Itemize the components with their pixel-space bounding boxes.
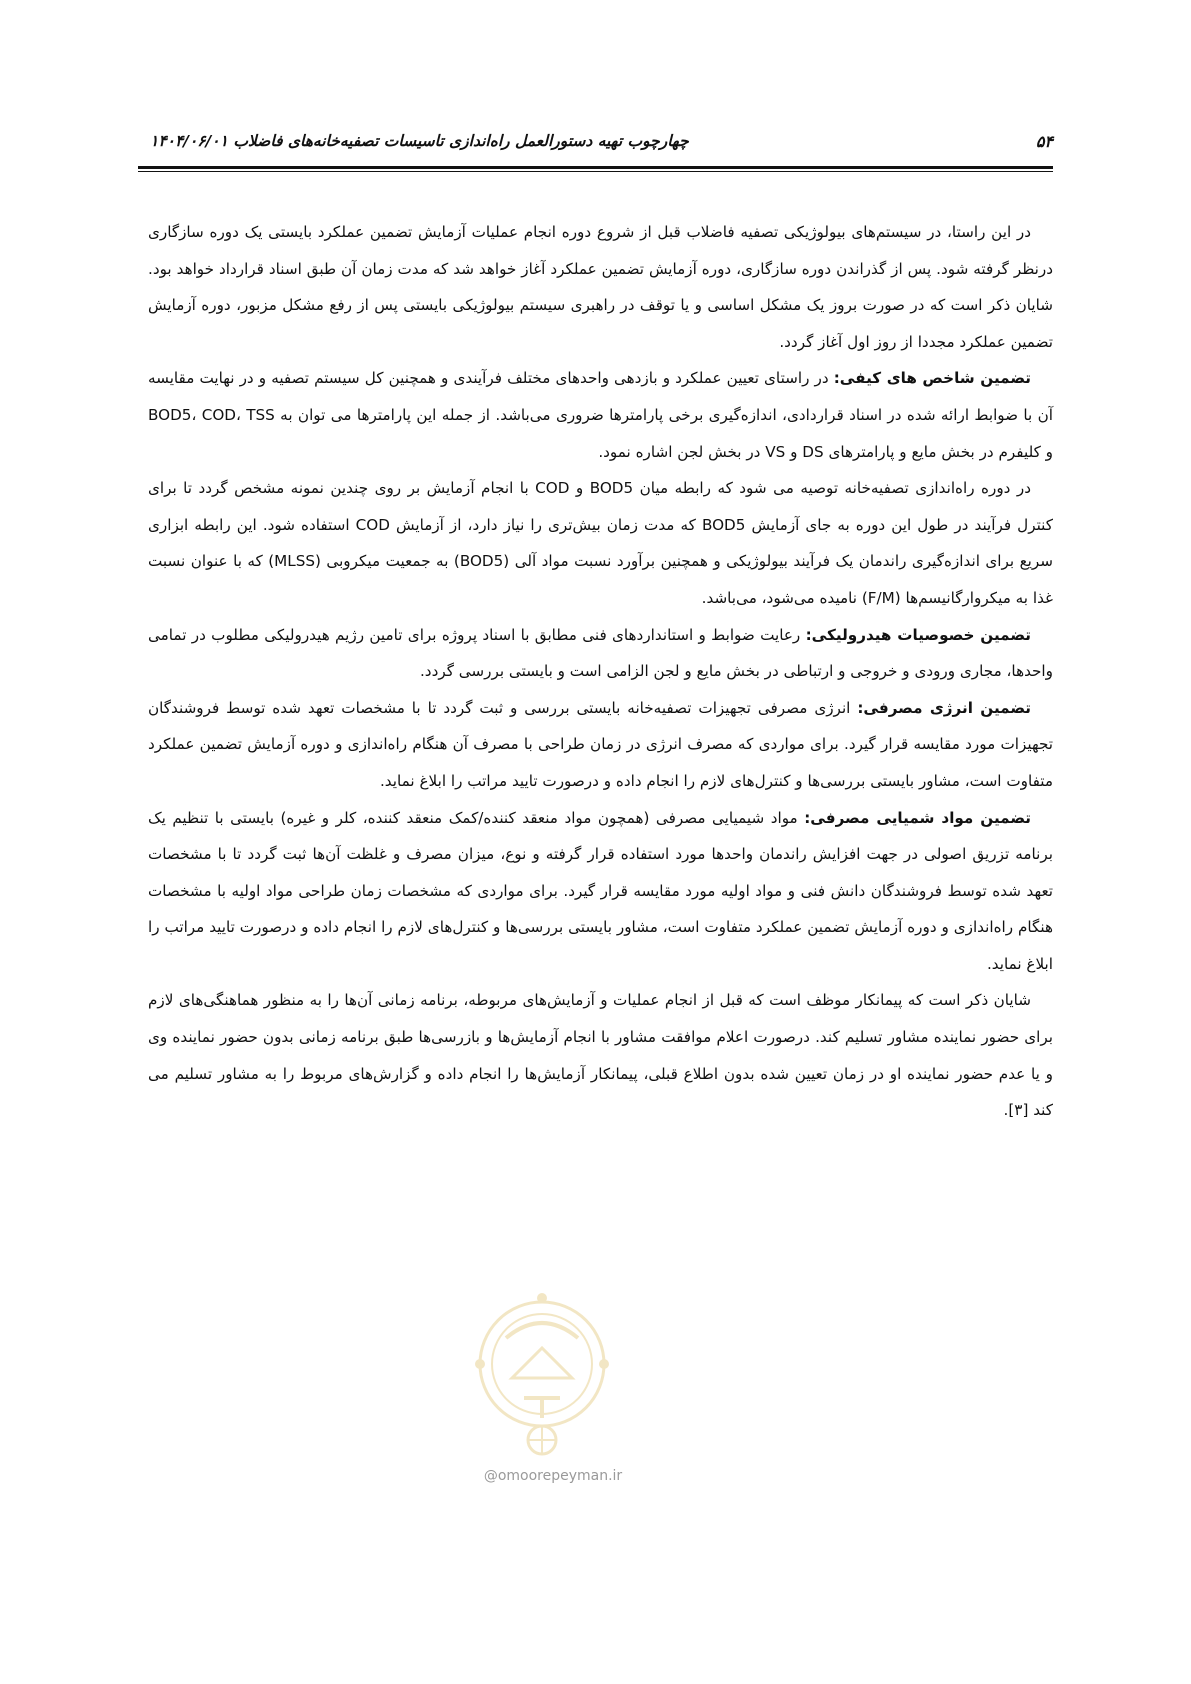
page-number: ۵۴ bbox=[1035, 132, 1053, 151]
paragraph-lead: تضمین انرژی مصرفی: bbox=[857, 698, 1031, 717]
paragraph-contractor-duties: شایان ذکر است که پیمانکار موظف است که قبل از انجام عملیات و آزمایش‌های مربوطه، برنامه زمانی آن‌ها را به منظور هماهنگی‌های لازم برای حضور نماینده مشاور تسلیم کند. درصورت اعلام موافقت مشاور با انجام آزمایش‌ها و بازرسی‌ها طبق برنامه زمانی بدون حضور نماینده وی و یا عدم حضور نماینده او در زمان تعیین شده بدون اطلاع قبلی، پیمانکار آزمایش‌ها را انجام داده و گزارش‌های مربوط را به مشاور تسلیم می کند [۳]. bbox=[148, 991, 1053, 1120]
running-title bbox=[138, 132, 689, 150]
paragraph-lead: تضمین خصوصیات هیدرولیکی: bbox=[805, 625, 1031, 644]
body-text bbox=[148, 214, 1053, 1129]
paragraph-bod-cod-relation: در دوره راه‌اندازی تصفیه‌خانه توصیه می شود که رابطه میان BOD5 و COD با انجام آزمایش بر روی چندین نمونه مشخص گردد تا برای کنترل فرآیند در طول این دوره به جای آزمایش BOD5 که مدت زمان بیش‌تری را نیاز دارد، از آزمایش COD استفاده شود. این رابطه ابزاری سریع برای اندازه‌گیری راندمان یک فرآیند بیولوژیکی و همچنین برآورد نسبت مواد آلی (BOD5) به جمعیت میکروبی (MLSS) که با عنوان نسبت غذا به میکروارگانیسم‌ها (F/M) نامیده می‌شود، می‌باشد. bbox=[148, 479, 1053, 607]
page-header bbox=[138, 128, 1053, 168]
header-rule-thick bbox=[138, 166, 1053, 169]
paragraph-chemicals: تضمین مواد شمیایی مصرفی: مواد شیمیایی مصرفی (همچون مواد منعقد کننده/کمک منعقد کننده، کلر و غیره) بایستی با تنظیم یک برنامه تزریق اصولی در جهت افزایش راندمان واحدها مورد استفاده قرار گرفته و نوع، میزان مصرف و غلظت آن‌ها ثبت گردد تا با مشخصات تعهد شده توسط فروشندگان دانش فنی و مواد اولیه مورد مقایسه قرار گیرد. برای مواردی که مشخصات زمان طراحی مواد اولیه با مشخصات هنگام راه‌اندازی و دوره آزمایش تضمین عملکرد متفاوت است، مشاور بایستی بررسی‌ها و کنترل‌های لازم را انجام داده و درصورت تایید مراتب را ابلاغ نماید. bbox=[148, 808, 1053, 973]
paragraph-adaptation-period: در این راستا، در سیستم‌های بیولوژیکی تصفیه فاضلاب قبل از شروع دوره انجام عملیات آزمایش تضمین عملکرد بایستی یک دوره سازگاری درنظر گرفته شود. پس از گذراندن دوره سازگاری، دوره آزمایش تضمین عملکرد آغاز خواهد شد که مدت زمان آن طبق اسناد قرارداد خواهد بود. شایان ذکر است که در صورت بروز یک مشکل اساسی و یا توقف در راهبری سیستم بیولوژیکی بایستی پس از رفع مشکل مزبور، دوره آزمایش تضمین عملکرد مجددا از روز اول آغاز گردد. bbox=[148, 223, 1053, 351]
paragraph-quality-indicators: تضمین شاخص های کیفی: در راستای تعیین عملکرد و بازدهی واحدهای مختلف فرآیندی و همچنین کل سیستم تصفیه و در نهایت مقایسه آن با ضوابط ارائه شده در اسناد قراردادی، اندازه‌گیری برخی پارامترها ضروری می‌باشد. از جمله این پارامترها می توان به BOD5، COD، TSS و کلیفرم در بخش مایع و پارامترهای DS و VS در بخش لجن اشاره نمود. bbox=[148, 369, 1053, 461]
header-date: ۱۴۰۴/۰۶/۰۱ bbox=[150, 132, 228, 150]
paragraph-lead: تضمین شاخص های کیفی: bbox=[833, 369, 1031, 388]
omoore-peyman-seal-icon bbox=[462, 1268, 622, 1468]
paragraph-lead: تضمین مواد شمیایی مصرفی: bbox=[804, 808, 1031, 827]
header-title: چهارچوب تهیه دستورالعمل راه‌اندازی تاسیسات تصفیه‌خانه‌های فاضلاب bbox=[233, 132, 689, 150]
paragraph-hydraulic: تضمین خصوصیات هیدرولیکی: رعایت ضوابط و استانداردهای فنی مطابق با اسناد پروژه برای تامین رژیم هیدرولیکی مطلوب در تمامی واحدها، مجاری ورودی و خروجی و ارتباطی در بخش مایع و لجن الزامی است و بایستی بررسی گردد. bbox=[148, 625, 1053, 681]
paragraph-energy: تضمین انرژی مصرفی: انرژی مصرفی تجهیزات تصفیه‌خانه بایستی بررسی و ثبت گردد تا با مشخصات تعهد شده توسط فروشندگان تجهیزات مورد مقایسه قرار گیرد. برای مواردی که مصرف انرژی در زمان طراحی با مصرف آن هنگام راه‌اندازی و دوره آزمایش تضمین عملکرد متفاوت است، مشاور بایستی بررسی‌ها و کنترل‌های لازم را انجام داده و درصورت تایید مراتب را ابلاغ نماید. bbox=[148, 698, 1053, 790]
header-rule-thin bbox=[138, 171, 1053, 172]
watermark-url: @omoorepeyman.ir bbox=[483, 1468, 623, 1484]
